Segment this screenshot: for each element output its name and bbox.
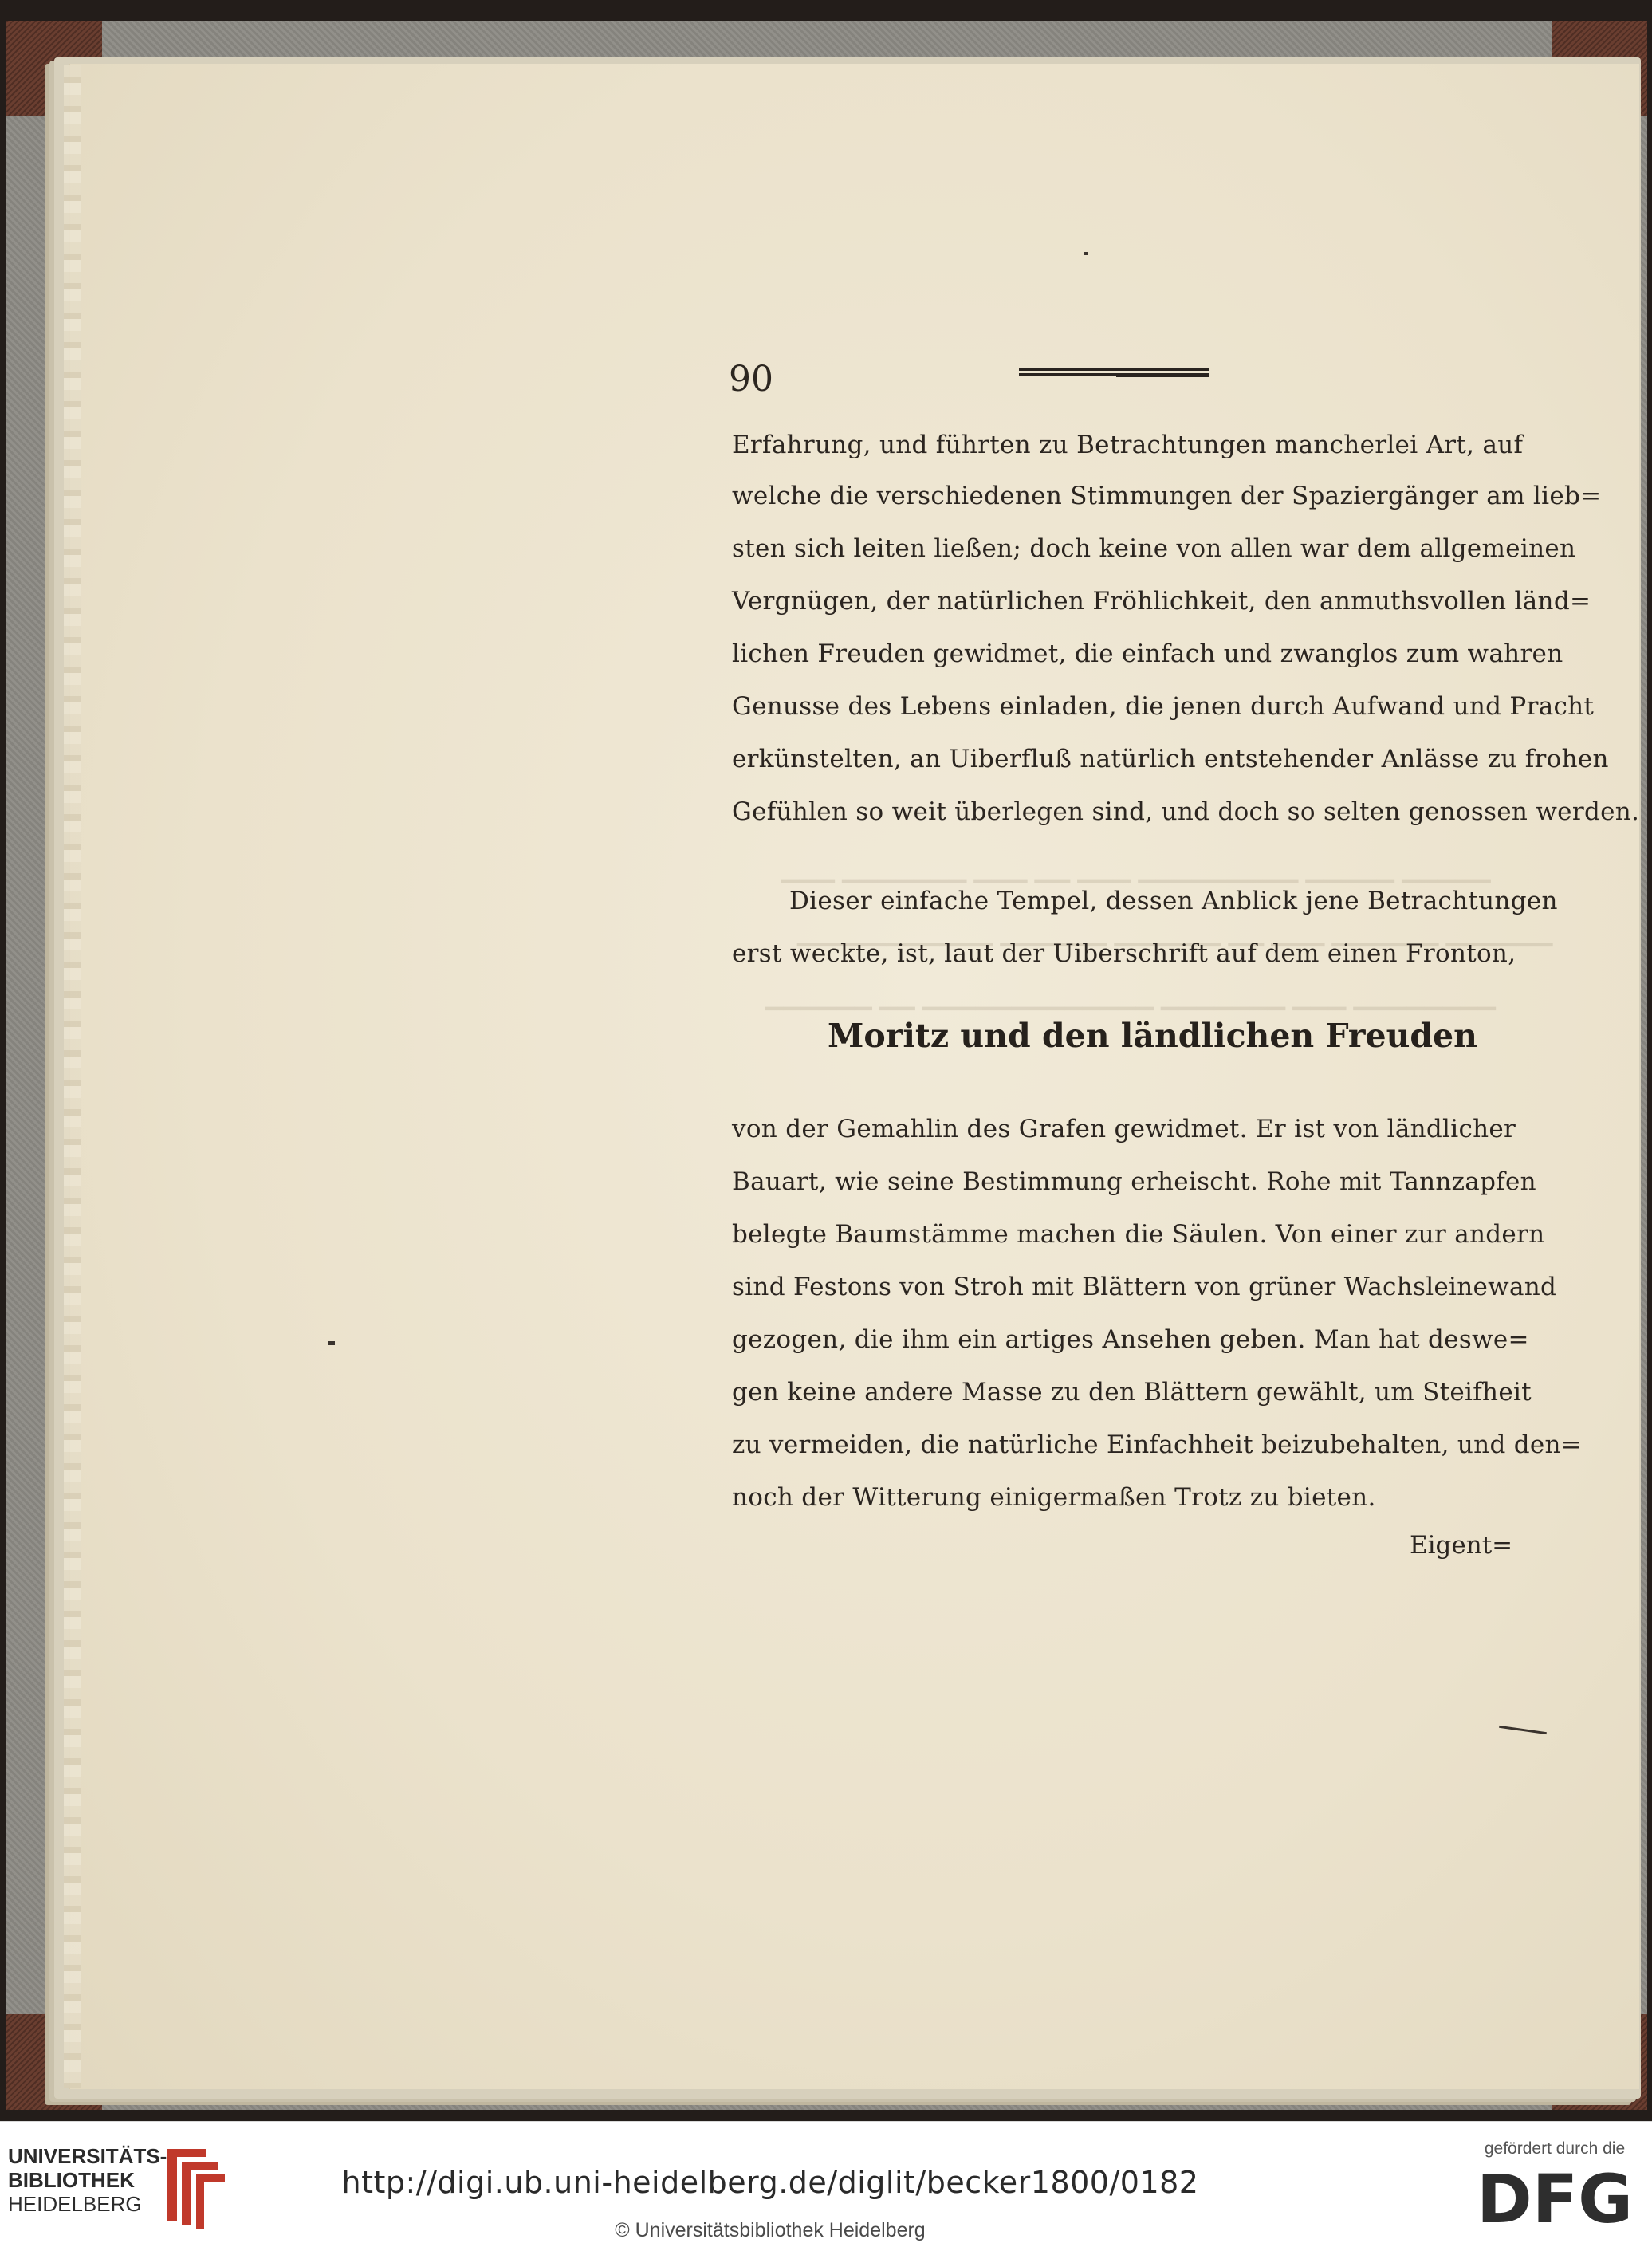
- footer-bar: [0, 2121, 1652, 2251]
- page-number: 90: [729, 359, 773, 399]
- deckled-page-edge: [64, 65, 81, 2088]
- logo-line: UNIVERSITÄTS-: [8, 2144, 167, 2168]
- temple-inscription-heading: Moritz und den ländlichen Freuden: [828, 1017, 1477, 1055]
- show-through-text: ▁▁▁▁▁▁ ▁▁ ▁▁▁▁▁▁▁▁▁▁▁▁▁ ▁▁▁▁▁▁▁ ▁▁▁ ▁▁▁▁▁▁▁▁: [765, 983, 1496, 1010]
- dfg-logo[interactable]: [1475, 2162, 1634, 2233]
- copyright-notice: © Universitätsbibliothek Heidelberg: [615, 2219, 926, 2241]
- funded-by-label: gefördert durch die: [1484, 2139, 1626, 2158]
- body-text-line: noch der Witterung einigermaßen Trotz zu bieten.: [732, 1483, 1376, 1512]
- logo-line: BIBLIOTHEK: [8, 2168, 135, 2192]
- ink-speck: [328, 1341, 335, 1345]
- body-text-line: erkünstelten, an Uiberfluß natürlich entstehender Anlässe zu frohen: [732, 745, 1609, 773]
- body-text-line: Bauart, wie seine Bestimmung erheischt. Rohe mit Tannzapfen: [732, 1167, 1536, 1196]
- body-text-line: sten sich leiten ließen; doch keine von allen war dem allgemeinen: [732, 534, 1576, 563]
- body-text-line: lichen Freuden gewidmet, die einfach und zwanglos zum wahren: [732, 639, 1564, 668]
- body-text-line: zu vermeiden, die natürliche Einfachheit beizubehalten, und den=: [732, 1430, 1583, 1459]
- body-text-line: welche die verschiedenen Stimmungen der Spaziergänger am lieb=: [732, 482, 1602, 510]
- permalink-url[interactable]: http://digi.ub.uni-heidelberg.de/diglit/becker1800/0182: [341, 2165, 1199, 2200]
- body-text-line: sind Festons von Stroh mit Blättern von grüner Wachsleinewand: [732, 1273, 1557, 1301]
- header-rule: [1116, 375, 1209, 377]
- body-text-line: Genusse des Lebens einladen, die jenen durch Aufwand und Pracht: [732, 692, 1595, 721]
- catchword: Eigent=: [1410, 1531, 1513, 1560]
- body-text-line: gen keine andere Masse zu den Blättern gewählt, um Steifheit: [732, 1378, 1532, 1407]
- body-text-line: gezogen, die ihm ein artiges Ansehen geben. Man hat deswe=: [732, 1325, 1529, 1354]
- body-text-line: Gefühlen so weit überlegen sind, und doch so selten genossen werden.: [732, 797, 1640, 826]
- body-text-line: von der Gemahlin des Grafen gewidmet. Er ist von ländlicher: [732, 1115, 1516, 1143]
- ink-speck: [1084, 252, 1088, 255]
- library-logo-text[interactable]: [8, 2144, 167, 2216]
- body-text-line: Vergnügen, der natürlichen Fröhlichkeit, den anmuthsvollen länd=: [732, 587, 1591, 616]
- body-text-line: erst weckte, ist, laut der Uiberschrift auf dem einen Fronton,: [732, 939, 1516, 968]
- body-text-line: Erfahrung, und führten zu Betrachtungen mancherlei Art, auf: [732, 431, 1524, 459]
- logo-line: HEIDELBERG: [8, 2192, 142, 2216]
- dfg-logo-text: DFG: [1476, 2162, 1634, 2233]
- ub-heidelberg-logo-icon[interactable]: [156, 2143, 230, 2230]
- body-text-line: belegte Baumstämme machen die Säulen. Von einer zur andern: [732, 1220, 1545, 1249]
- show-through-text: ▁▁▁ ▁▁▁▁▁▁▁ ▁▁▁ ▁▁ ▁▁▁ ▁▁▁▁▁▁▁▁▁ ▁▁▁▁▁ ▁▁▁▁▁: [781, 856, 1491, 883]
- show-through-text: ▁▁▁▁▁▁▁▁▁▁▁ ▁▁▁▁▁▁ ▁▁▁▁▁▁ ▁▁ ▁▁▁ ▁▁▁▁▁▁ ▁▁▁▁▁▁: [797, 919, 1553, 946]
- book-page: [69, 64, 1639, 2089]
- body-text-line: Dieser einfache Tempel, dessen Anblick jene Betrachtungen: [789, 887, 1558, 915]
